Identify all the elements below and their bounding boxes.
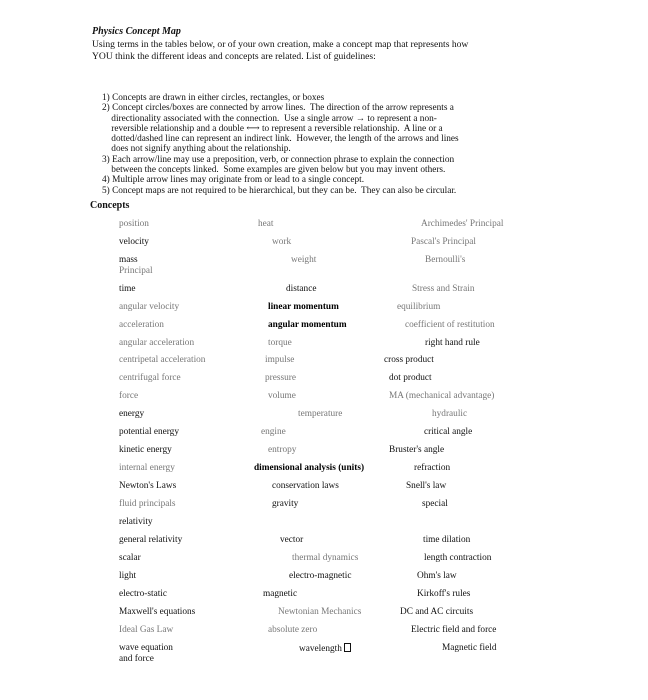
concept-term: Ohm's law — [417, 571, 457, 581]
concept-term: fluid principals — [119, 499, 176, 509]
concept-term: Snell's law — [406, 481, 447, 491]
intro-line: Using terms in the tables below, or of your own creation, make a concept map that represents how — [92, 39, 469, 50]
concept-term: Stress and Strain — [412, 284, 475, 294]
concept-term: Kirkoff's rules — [417, 589, 471, 599]
concept-term: dimensional analysis (units) — [254, 463, 365, 473]
guideline-line: 3) Each arrow/line may use a preposition, verb, or connection phrase to explain the connection — [102, 154, 455, 165]
concept-term: kinetic energy — [119, 445, 172, 455]
concept-term: force — [119, 391, 139, 401]
concept-term: Bernoulli's — [425, 255, 466, 265]
concept-term: Newton's Laws — [119, 481, 177, 491]
intro-line: YOU think the different ideas and concepts are related. List of guidelines: — [92, 51, 376, 62]
concept-term: refraction — [414, 463, 451, 473]
concept-term: Pascal's Principal — [411, 237, 476, 247]
concept-term: critical angle — [424, 427, 473, 437]
concept-term: cross product — [384, 355, 434, 365]
concept-term: velocity — [119, 237, 149, 247]
concept-term: special — [422, 499, 448, 509]
concept-term: Maxwell's equations — [119, 607, 196, 617]
concept-term: vector — [280, 535, 304, 545]
intro-paragraph — [92, 39, 468, 63]
concept-term: general relativity — [119, 535, 183, 545]
concept-term: position — [119, 219, 149, 229]
concept-term: volume — [268, 391, 296, 401]
concept-term: torque — [268, 338, 292, 348]
guidelines-list — [102, 93, 459, 196]
concept-term: Newtonian Mechanics — [278, 607, 362, 617]
concept-term: potential energy — [119, 427, 179, 437]
concept-term: hydraulic — [432, 409, 468, 419]
concept-term: work — [272, 237, 292, 247]
concept-term: electro-magnetic — [289, 571, 352, 581]
concept-term: entropy — [268, 445, 297, 455]
concept-term: gravity — [272, 499, 299, 509]
concept-term: Principal — [119, 266, 153, 276]
guideline-line: does not signify anything about the relationship. — [102, 144, 291, 155]
concept-term: pressure — [265, 373, 296, 383]
concept-term: linear momentum — [268, 302, 339, 312]
concept-term: mass — [119, 255, 138, 265]
concept-term: internal energy — [119, 463, 175, 473]
concept-term: thermal dynamics — [292, 553, 359, 563]
concept-term: time dilation — [423, 535, 471, 545]
concept-term: and force — [119, 654, 154, 664]
empty-box-icon — [344, 643, 351, 652]
concept-term: wave equation — [119, 643, 173, 653]
concept-term: magnetic — [263, 589, 298, 599]
guideline-line: 2) Concept circles/boxes are connected by arrow lines. The direction of the arrow represents a — [102, 103, 454, 114]
concept-term: Archimedes' Principal — [421, 219, 504, 229]
concept-term: electro-static — [119, 589, 168, 599]
guideline-line: 4) Multiple arrow lines may originate from or lead to a single concept. — [102, 175, 365, 186]
concept-term: acceleration — [119, 320, 164, 330]
concept-term: MA (mechanical advantage) — [389, 391, 495, 401]
concept-term: time — [119, 284, 136, 294]
guideline-line: reversible relationship and a double ⟷ to represent a reversible relationship. A line or a — [102, 123, 443, 134]
concept-term: coefficient of restitution — [405, 320, 495, 330]
concept-term: angular acceleration — [119, 338, 195, 348]
concept-term-text: wavelength — [299, 644, 342, 654]
concept-term: Magnetic field — [442, 643, 497, 653]
concept-term: absolute zero — [268, 625, 318, 635]
concept-term: length contraction — [424, 553, 492, 563]
concept-term: engine — [261, 427, 286, 437]
concept-term: Electric field and force — [411, 625, 497, 635]
concept-term: energy — [119, 409, 145, 419]
page-title: Physics Concept Map — [92, 26, 181, 37]
concept-term: weight — [291, 255, 317, 265]
concept-term: scalar — [119, 553, 141, 563]
concept-term: light — [119, 571, 137, 581]
concept-term: angular velocity — [119, 302, 180, 312]
concept-term: heat — [258, 219, 274, 229]
guideline-line: between the concepts linked. Some examples are given below but you may invent others. — [102, 165, 446, 176]
concept-term: right hand rule — [425, 338, 480, 348]
concept-term: centripetal acceleration — [119, 355, 206, 365]
concept-term: centrifugal force — [119, 373, 181, 383]
concept-term: equilibrium — [397, 302, 441, 312]
concept-term — [299, 643, 351, 655]
concept-term: conservation laws — [272, 481, 339, 491]
guideline-line: 1) Concepts are drawn in either circles, rectangles, or boxes — [102, 93, 325, 103]
concept-term: temperature — [298, 409, 343, 419]
concept-term: distance — [286, 284, 317, 294]
guideline-line: 5) Concept maps are not required to be hierarchical, but they can be. They can also be circular. — [102, 185, 457, 196]
concepts-heading: Concepts — [90, 200, 130, 211]
concept-term: Bruster's angle — [389, 445, 445, 455]
concept-term: DC and AC circuits — [400, 607, 474, 617]
concept-term: impulse — [265, 355, 295, 365]
guideline-line: dotted/dashed line can represent an indirect link. However, the length of the arrows and lines — [102, 134, 459, 145]
concept-term: relativity — [119, 517, 153, 527]
guideline-line: directionality associated with the connection. Use a single arrow → to represent a non- — [102, 113, 437, 124]
concept-term: angular momentum — [268, 320, 347, 330]
concept-term: Ideal Gas Law — [119, 625, 174, 635]
concept-term: dot product — [389, 373, 432, 383]
